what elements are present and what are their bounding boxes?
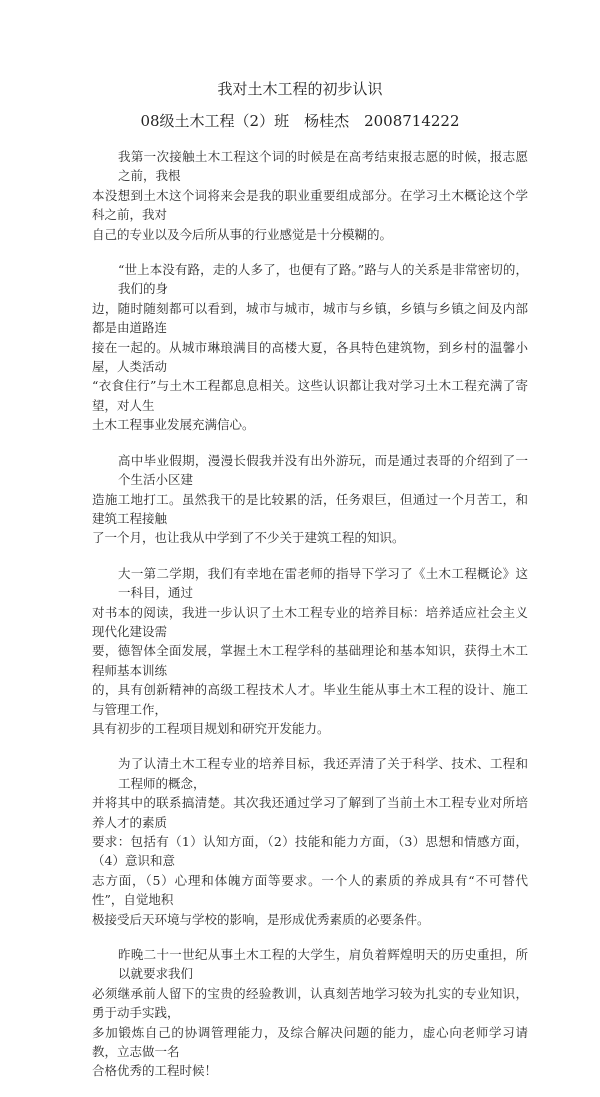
text-line: 合格优秀的工程时候！: [92, 1063, 218, 1079]
text-line: 并将其中的联系搞清楚。其次我还通过学习了解到了当前土木工程专业对所培养人才的素质: [92, 795, 528, 830]
text-line: 多加锻炼自己的协调管理能力，及综合解决问题的能力，虚心向老师学习请教，立志做一名: [92, 1024, 528, 1060]
text-line: 造施工地打工。虽然我干的是比较累的活，任务艰巨，但通过一个月苦工，和建筑工程接触: [92, 491, 528, 526]
text-line: 对书本的阅读，我进一步认识了土木工程专业的培养目标：培养适应社会主义现代化建设需: [92, 604, 528, 639]
text-line: 的，具有创新精神的高级工程技术人才。毕业生能从事土木工程的设计、施工与管理工作，: [92, 682, 528, 717]
text-line: “世上本没有路，走的人多了，也便有了路。”路与人的关系是非常密切的，我们的身: [118, 262, 528, 297]
paragraph-6: [92, 945, 528, 1081]
text-line: 接在一起的。从城市琳琅满目的高楼大夏，各具特色建筑物，到乡村的温馨小屋，人类活动: [92, 339, 528, 375]
document-title: 我对土木工程的初步认识: [217, 80, 383, 98]
text-line: 边，随时随刻都可以看到，城市与城市，城市与乡镇，乡镇与乡镇之间及内部都是由道路连: [92, 300, 528, 336]
text-line: 极接受后天环境与学校的影响，是形成优秀素质的必要条件。: [92, 911, 430, 927]
text-line: 昨晚二十一世纪从事土木工程的大学生，肩负着辉煌明天的历史重担，所以就要求我们: [118, 947, 528, 982]
text-line: 要求：包括有（1）认知方面，（2）技能和能力方面，（3）思想和情感方面，（4）意识和意: [92, 834, 528, 869]
text-line: 本没想到土木这个词将来会是我的职业重要组成部分。在学习土木概论这个学科之前，我对: [92, 187, 528, 223]
text-line: 必须继承前人留下的宝贵的经验教训，认真刻苦地学习较为扎实的专业知识，勇于动手实践，: [92, 985, 528, 1021]
text-line: 大一第二学期，我们有幸地在雷老师的指导下学习了《土木工程概论》这一科目，通过: [118, 565, 528, 601]
paragraph-2: [92, 260, 528, 435]
text-line: 我第一次接触土木工程这个词的时候是在高考结束报志愿的时候，报志愿之前，我根: [118, 149, 528, 184]
text-line: 了一个月，也让我从中学到了不少关于建筑工程的知识。: [92, 530, 405, 546]
text-line: 志方面，（5）心理和体魄方面等要求。一个人的素质的养成具有“不可替代性”，自觉地积: [92, 872, 528, 908]
paragraph-3: [92, 451, 528, 548]
text-line: 土木工程事业发展充满信心。: [92, 417, 255, 433]
text-line: “衣食住行”与土木工程都息息相关。这些认识都让我对学习土木工程充满了寄望，对人生: [92, 378, 528, 413]
text-line: 具有初步的工程项目规划和研究开发能力。: [92, 720, 330, 736]
paragraph-1: [92, 147, 528, 244]
document-body: [92, 147, 528, 1097]
document-subtitle: 08级土木工程（2）班 杨桂杰 2008714222: [140, 112, 460, 130]
paragraph-4: [92, 564, 528, 739]
text-line: 自己的专业以及今后所从事的行业感觉是十分模糊的。: [92, 226, 393, 242]
text-line: 为了认清土木工程专业的培养目标，我还弄清了关于科学、技术、工程和工程师的概念，: [118, 756, 528, 791]
text-line: 要，德智体全面发展，掌握土木工程学科的基础理论和基本知识，获得土木工程师基本训练: [92, 643, 528, 678]
paragraph-5: [92, 754, 528, 929]
text-line: 高中毕业假期，漫漫长假我并没有出外游玩，而是通过表哥的介绍到了一个生活小区建: [118, 452, 528, 488]
